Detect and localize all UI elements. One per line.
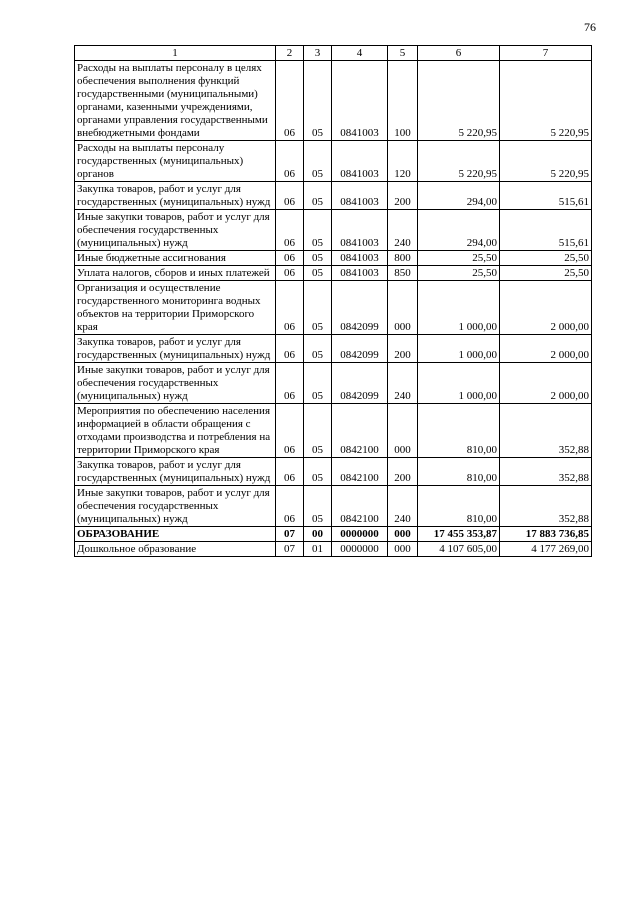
amount-year-1: 25,50 [418, 251, 500, 266]
target-article-code: 0842100 [332, 486, 388, 527]
section-code: 06 [276, 363, 304, 404]
table-row [75, 542, 592, 557]
target-article-code: 0841003 [332, 182, 388, 210]
target-article-code: 0841003 [332, 141, 388, 182]
amount-year-2: 4 177 269,00 [500, 542, 592, 557]
section-code: 06 [276, 251, 304, 266]
amount-year-2: 25,50 [500, 266, 592, 281]
expense-type-code: 240 [388, 363, 418, 404]
section-code: 06 [276, 266, 304, 281]
subsection-code: 05 [304, 281, 332, 335]
column-header-1: 1 [75, 46, 276, 61]
expense-name: Иные бюджетные ассигнования [75, 251, 276, 266]
target-article-code: 0842100 [332, 458, 388, 486]
amount-year-1: 4 107 605,00 [418, 542, 500, 557]
table-row [75, 335, 592, 363]
section-code: 06 [276, 141, 304, 182]
target-article-code: 0000000 [332, 527, 388, 542]
target-article-code: 0841003 [332, 266, 388, 281]
target-article-code: 0841003 [332, 61, 388, 141]
subsection-code: 05 [304, 61, 332, 141]
target-article-code: 0841003 [332, 210, 388, 251]
amount-year-2: 515,61 [500, 182, 592, 210]
budget-table [74, 45, 592, 557]
table-row [75, 182, 592, 210]
column-header-7: 7 [500, 46, 592, 61]
amount-year-1: 5 220,95 [418, 61, 500, 141]
table-row [75, 210, 592, 251]
amount-year-2: 5 220,95 [500, 61, 592, 141]
expense-type-code: 000 [388, 281, 418, 335]
amount-year-1: 810,00 [418, 486, 500, 527]
subsection-code: 05 [304, 210, 332, 251]
subsection-code: 05 [304, 141, 332, 182]
table-header-row [75, 46, 592, 61]
subsection-code: 05 [304, 458, 332, 486]
expense-type-code: 200 [388, 335, 418, 363]
expense-name: Организация и осуществление государственного мониторинга водных объектов на территории Приморского края [75, 281, 276, 335]
section-code: 06 [276, 210, 304, 251]
amount-year-2: 352,88 [500, 458, 592, 486]
expense-name: Иные закупки товаров, работ и услуг для обеспечения государственных (муниципальных) нужд [75, 486, 276, 527]
expense-type-code: 850 [388, 266, 418, 281]
amount-year-1: 294,00 [418, 210, 500, 251]
table-row [75, 527, 592, 542]
subsection-code: 01 [304, 542, 332, 557]
section-code: 06 [276, 404, 304, 458]
expense-name: ОБРАЗОВАНИЕ [75, 527, 276, 542]
amount-year-2: 2 000,00 [500, 363, 592, 404]
table-row [75, 404, 592, 458]
table-row [75, 486, 592, 527]
section-code: 06 [276, 61, 304, 141]
subsection-code: 00 [304, 527, 332, 542]
expense-type-code: 200 [388, 458, 418, 486]
subsection-code: 05 [304, 251, 332, 266]
amount-year-1: 810,00 [418, 404, 500, 458]
expense-type-code: 240 [388, 210, 418, 251]
section-code: 06 [276, 281, 304, 335]
expense-type-code: 800 [388, 251, 418, 266]
expense-name: Дошкольное образование [75, 542, 276, 557]
target-article-code: 0842099 [332, 335, 388, 363]
column-header-4: 4 [332, 46, 388, 61]
subsection-code: 05 [304, 182, 332, 210]
subsection-code: 05 [304, 404, 332, 458]
section-code: 06 [276, 335, 304, 363]
subsection-code: 05 [304, 363, 332, 404]
expense-name: Закупка товаров, работ и услуг для государственных (муниципальных) нужд [75, 458, 276, 486]
amount-year-2: 2 000,00 [500, 281, 592, 335]
section-code: 06 [276, 182, 304, 210]
expense-name: Иные закупки товаров, работ и услуг для обеспечения государственных (муниципальных) нужд [75, 210, 276, 251]
table-row [75, 251, 592, 266]
table-row [75, 281, 592, 335]
table-row [75, 61, 592, 141]
section-code: 07 [276, 542, 304, 557]
expense-type-code: 120 [388, 141, 418, 182]
expense-name: Иные закупки товаров, работ и услуг для обеспечения государственных (муниципальных) нужд [75, 363, 276, 404]
amount-year-1: 25,50 [418, 266, 500, 281]
amount-year-2: 352,88 [500, 486, 592, 527]
amount-year-1: 1 000,00 [418, 335, 500, 363]
amount-year-2: 515,61 [500, 210, 592, 251]
section-code: 06 [276, 486, 304, 527]
table-row [75, 458, 592, 486]
amount-year-2: 352,88 [500, 404, 592, 458]
column-header-6: 6 [418, 46, 500, 61]
section-code: 06 [276, 458, 304, 486]
target-article-code: 0000000 [332, 542, 388, 557]
amount-year-1: 17 455 353,87 [418, 527, 500, 542]
table-row [75, 363, 592, 404]
column-header-5: 5 [388, 46, 418, 61]
expense-name: Мероприятия по обеспечению населения информацией в области обращения с отходами производства и потребления на территории Приморского края [75, 404, 276, 458]
expense-type-code: 100 [388, 61, 418, 141]
amount-year-2: 2 000,00 [500, 335, 592, 363]
amount-year-1: 5 220,95 [418, 141, 500, 182]
expense-type-code: 000 [388, 542, 418, 557]
subsection-code: 05 [304, 486, 332, 527]
amount-year-1: 1 000,00 [418, 281, 500, 335]
amount-year-1: 294,00 [418, 182, 500, 210]
target-article-code: 0842099 [332, 281, 388, 335]
target-article-code: 0842099 [332, 363, 388, 404]
expense-name: Закупка товаров, работ и услуг для государственных (муниципальных) нужд [75, 182, 276, 210]
expense-name: Расходы на выплаты персоналу государственных (муниципальных) органов [75, 141, 276, 182]
subsection-code: 05 [304, 266, 332, 281]
expense-type-code: 000 [388, 404, 418, 458]
amount-year-2: 5 220,95 [500, 141, 592, 182]
expense-name: Расходы на выплаты персоналу в целях обеспечения выполнения функций государственными (муниципальными) органами, казенными учреждениями, органами управления государственными внебюджетными фондами [75, 61, 276, 141]
amount-year-2: 17 883 736,85 [500, 527, 592, 542]
table-row [75, 141, 592, 182]
table-row [75, 266, 592, 281]
expense-type-code: 000 [388, 527, 418, 542]
target-article-code: 0842100 [332, 404, 388, 458]
amount-year-2: 25,50 [500, 251, 592, 266]
expense-name: Закупка товаров, работ и услуг для государственных (муниципальных) нужд [75, 335, 276, 363]
subsection-code: 05 [304, 335, 332, 363]
target-article-code: 0841003 [332, 251, 388, 266]
column-header-3: 3 [304, 46, 332, 61]
column-header-2: 2 [276, 46, 304, 61]
page-number: 76 [584, 20, 596, 34]
amount-year-1: 1 000,00 [418, 363, 500, 404]
section-code: 07 [276, 527, 304, 542]
expense-type-code: 200 [388, 182, 418, 210]
expense-type-code: 240 [388, 486, 418, 527]
expense-name: Уплата налогов, сборов и иных платежей [75, 266, 276, 281]
amount-year-1: 810,00 [418, 458, 500, 486]
